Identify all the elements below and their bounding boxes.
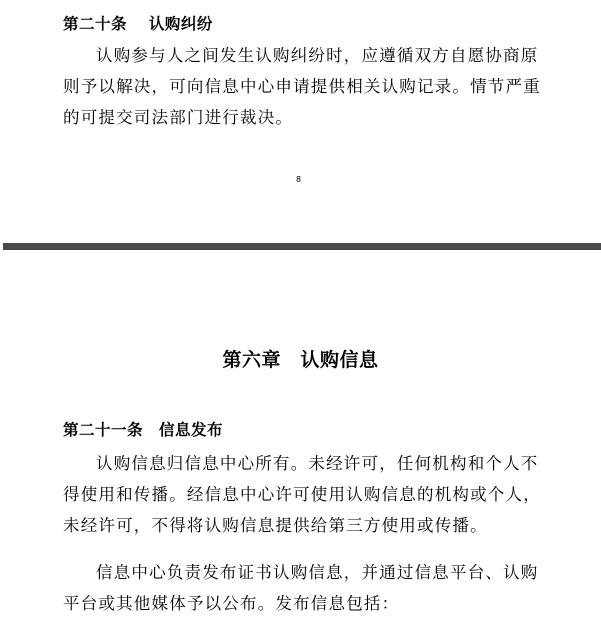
document-page-top — [0, 0, 601, 240]
article-21-paragraph-2: 信息中心负责发布证书认购信息，并通过信息平台、认购平台或其他媒体予以公布。发布信息包括： — [63, 563, 539, 613]
page-separator — [0, 240, 601, 252]
document-page-bottom — [0, 252, 601, 627]
article-21-paragraph-1: 认购信息归信息中心所有。未经许可，任何机构和个人不得使用和传播。经信息中心许可使用认购信息的机构或个人，未经许可，不得将认购信息提供给第三方使用或传播。 — [63, 454, 541, 535]
article-20-paragraph: 认购参与人之间发生认购纠纷时，应遵循双方自愿协商原则予以解决，可向信息中心申请提供相关认购记录。情节严重的可提交司法部门进行裁决。 — [63, 46, 541, 127]
page-number: 8 — [296, 175, 302, 184]
page-separator-bar — [3, 243, 601, 250]
article-21-heading: 第二十一条 信息发布 — [63, 421, 224, 439]
article-20-heading: 第二十条 认购纠纷 — [63, 15, 213, 33]
chapter-title: 第六章 认购信息 — [222, 349, 379, 371]
